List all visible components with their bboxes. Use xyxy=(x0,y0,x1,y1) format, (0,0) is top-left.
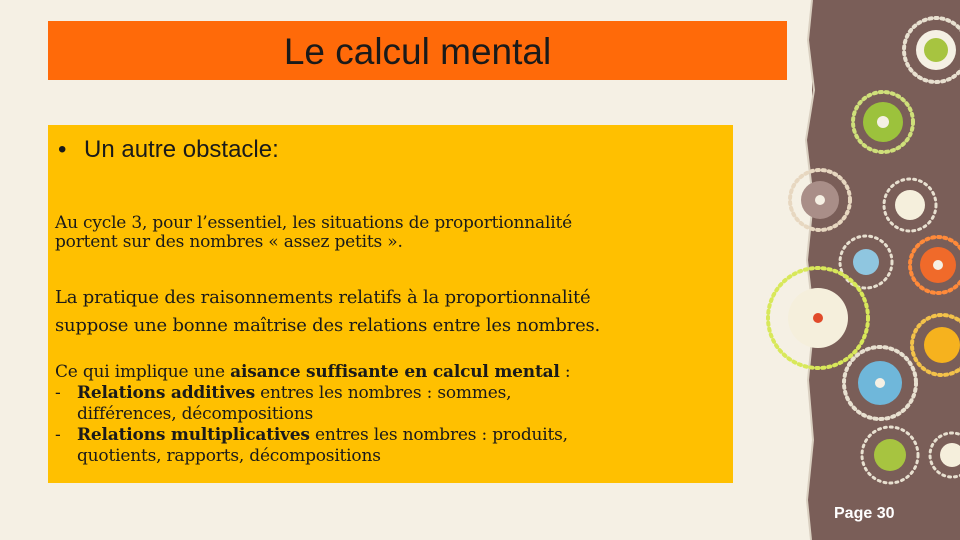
page-number: Page 30 xyxy=(834,505,895,522)
paragraph-proportionality-cycle3 xyxy=(55,214,572,252)
dash-marker: - xyxy=(55,425,61,445)
list-item-emphasis: Relations additives xyxy=(77,383,255,403)
list-item-continuation: différences, décompositions xyxy=(77,404,314,424)
paragraph-mental-calculation xyxy=(55,362,570,467)
bullet-heading xyxy=(58,136,279,164)
bullet-icon: • xyxy=(58,136,67,163)
list-item-emphasis: Relations multiplicatives xyxy=(77,425,310,445)
paragraph-line: suppose une bonne maîtrise des relations entre les nombres. xyxy=(55,315,601,336)
bullet-text: Un autre obstacle: xyxy=(84,136,279,163)
list-item-text: entres les nombres : sommes, xyxy=(254,383,512,403)
dash-marker: - xyxy=(55,383,61,403)
paragraph-line: La pratique des raisonnements relatifs à la proportionnalité xyxy=(55,287,591,308)
intro-emphasis: aisance suffisante en calcul mental xyxy=(230,362,560,382)
paragraph-reasoning xyxy=(55,284,600,340)
intro-end: : xyxy=(559,362,571,382)
list-item-text: entres les nombres : produits, xyxy=(309,425,568,445)
slide-title: Le calcul mental xyxy=(283,31,552,72)
list-item-continuation: quotients, rapports, décompositions xyxy=(77,446,381,466)
list-item-additive xyxy=(55,383,570,404)
intro-text: Ce qui implique une xyxy=(55,362,231,382)
paragraph-line: portent sur des nombres « assez petits ». xyxy=(55,232,403,252)
list-item-multiplicative xyxy=(55,425,570,446)
decorative-flower-icon xyxy=(720,0,960,540)
paragraph-intro xyxy=(55,362,570,383)
paragraph-line: Au cycle 3, pour l’essentiel, les situations de proportionnalité xyxy=(55,213,572,233)
